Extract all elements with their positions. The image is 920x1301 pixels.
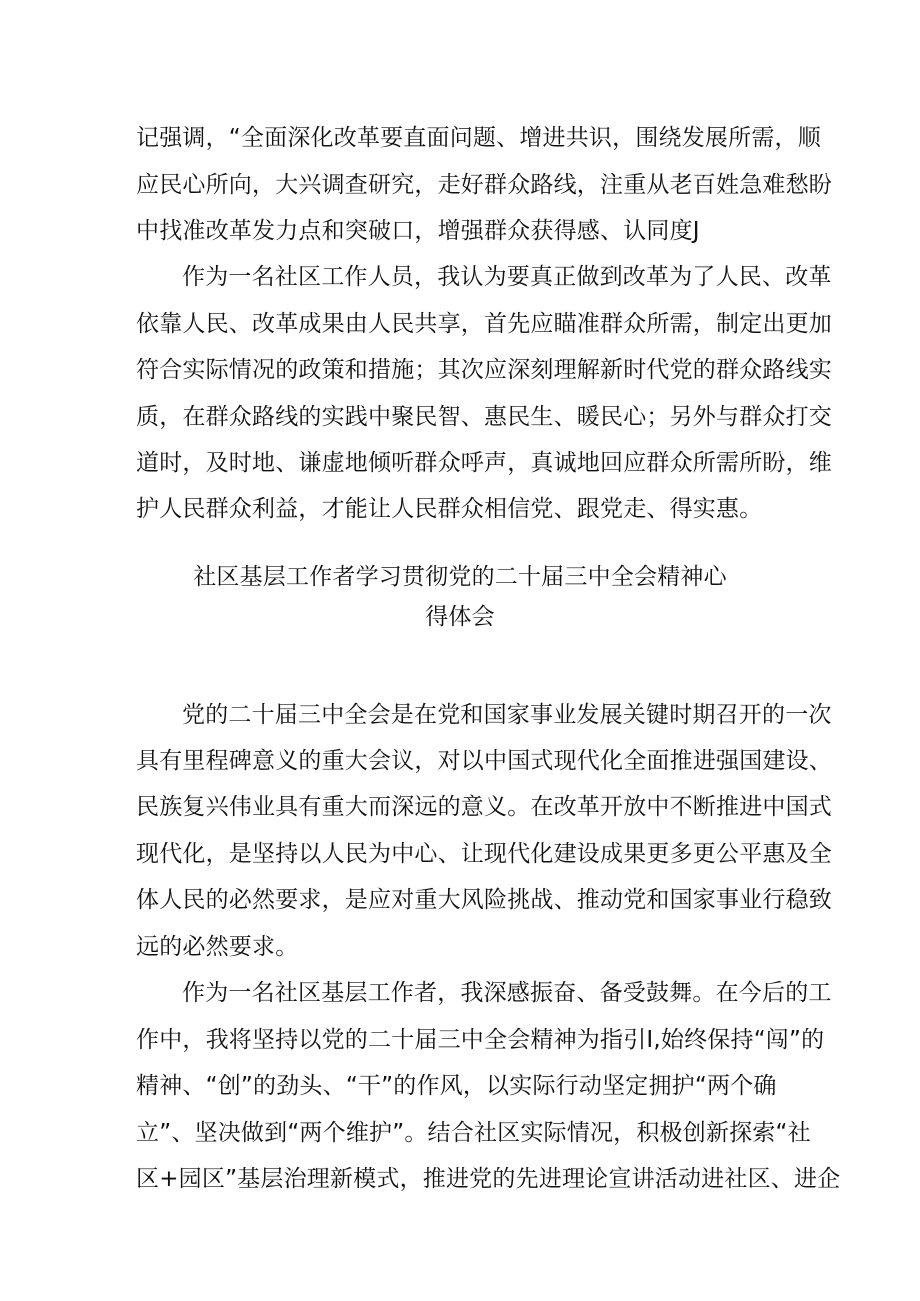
- text-line: 道时，及时地、谦虚地倾听群众呼声，真诚地回应群众所需所盼，维: [136, 450, 832, 476]
- title-line-1: 社区基层工作者学习贯彻党的二十届三中全会精神心: [193, 564, 727, 590]
- text-line: 远的必然要求。: [136, 934, 299, 960]
- text-line: 精神、“创”的劲头、“干”的作风，以实际行动坚定拥护“两个确: [136, 1073, 777, 1099]
- text-line: 质，在群众路线的实践中聚民智、惠民生、暖民心；另外与群众打交: [136, 404, 832, 430]
- text-line: 符合实际情况的政策和措施；其次应深刻理解新时代党的群众路线实: [136, 357, 832, 383]
- text-line: 作为一名社区工作人员，我认为要真正做到改革为了人民、改革: [182, 264, 832, 290]
- text-line: 体人民的必然要求，是应对重大风险挑战、推动党和国家事业行稳致: [136, 887, 832, 913]
- text-line: 护人民群众利益，才能让人民群众相信党、跟党走、得实惠。: [136, 496, 763, 522]
- text-line: 具有里程碑意义的重大会议，对以中国式现代化全面推进强国建设、: [136, 748, 832, 774]
- text-line: 中找准改革发力点和突破口，增强群众获得感、认同度J: [136, 218, 700, 244]
- text-line: 现代化，是坚持以人民为中心、让现代化建设成果更多更公平惠及全: [136, 841, 832, 867]
- text-line: 应民心所向，大兴调查研究，走好群众路线，注重从老百姓急难愁盼: [136, 172, 832, 198]
- title-line-2: 得体会: [425, 604, 495, 630]
- text-line: 民族复兴伟业具有重大而深远的意义。在改革开放中不断推进中国式: [136, 794, 832, 820]
- text-line: 作为一名社区基层工作者，我深感振奋、备受鼓舞。在今后的工: [182, 980, 832, 1006]
- text-line: 区+园区”基层治理新模式，推进党的先进理论宣讲活动进社区、进企: [136, 1166, 841, 1192]
- text-line: 依靠人民、改革成果由人民共享，首先应瞄准群众所需，制定出更加: [136, 311, 832, 337]
- text-line: 党的二十届三中全会是在党和国家事业发展关键时期召开的一次: [182, 702, 832, 728]
- text-line: 作中，我将坚持以党的二十届三中全会精神为指引I,始终保持“闯”的: [136, 1027, 825, 1053]
- text-line: 立”、坚决做到“两个维护”。结合社区实际情况，积极创新探索“社: [136, 1120, 811, 1146]
- text-line: 记强调，“全面深化改革要直面问题、增进共识，围绕发展所需，顺: [136, 125, 821, 151]
